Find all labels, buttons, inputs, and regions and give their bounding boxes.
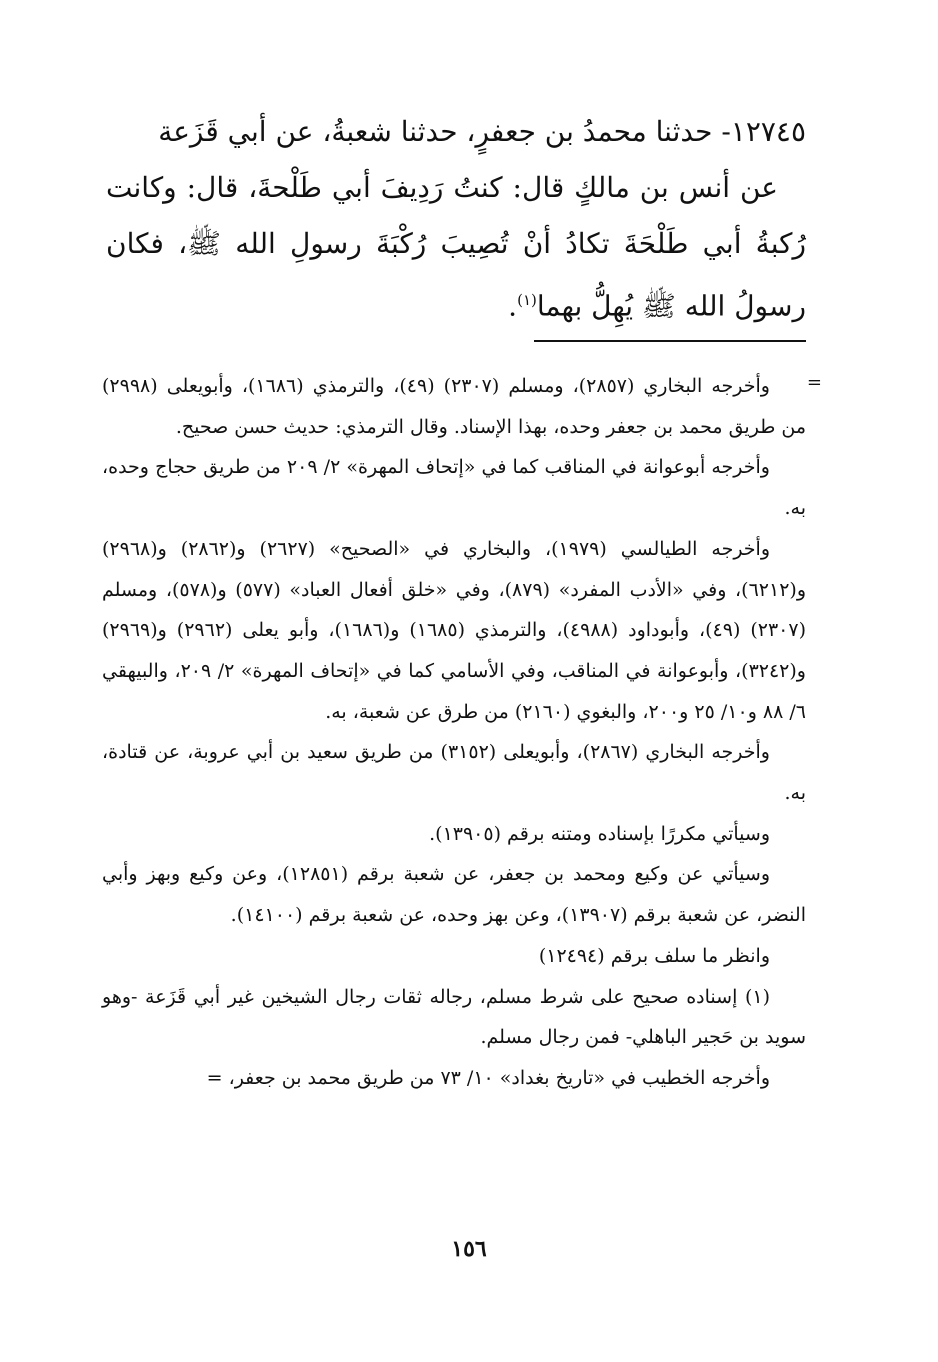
footnote-reference: (١) [517, 291, 537, 309]
footnote-paragraph-5: وسيأتي مكررًا بإسناده ومتنه برقم (١٣٩٠٥). [429, 822, 770, 845]
hadith-body [106, 160, 806, 334]
hadith-end-mark: . [508, 289, 518, 323]
footnote-paragraph-4: وأخرجه البخاري (٢٨٦٧)، وأبويعلى (٣١٥٢) من طريق سعيد بن أبي عروبة، عن قتادة، به. [102, 741, 806, 805]
hadith-text [106, 104, 806, 334]
hadith-body-text: عن أنس بن مالكٍ قال: كنتُ رَدِيفَ أبي طَلْحةَ، قال: وكانت رُكبةُ أبي طَلْحَةَ تكادُ أنْ تُصِيبَ رُكْبَةَ رسولِ الله ﷺ، فكان رسولُ الله ﷺ يُهِلُّ بهما [106, 171, 806, 323]
hadith-heading: ١٢٧٤٥- حدثنا محمدُ بن جعفرٍ، حدثنا شعبةُ، عن أبي قَزَعة [158, 115, 806, 148]
footnote-paragraph-9: وأخرجه الخطيب في «تاريخ بغداد» ١٠/ ٧٣ من طريق محمد بن جعفر، = [206, 1066, 770, 1089]
footnote-divider [534, 340, 806, 342]
footnote-paragraph-8: (١) إسناده صحيح على شرط مسلم، رجاله ثقات رجال الشيخين غير أبي قَزَعة -وهو سويد بن حَجير الباهلي- فمن رجال مسلم. [102, 985, 806, 1049]
footnote-paragraph-1: وأخرجه البخاري (٢٨٥٧)، ومسلم (٢٣٠٧) (٤٩)، والترمذي (١٦٨٦)، وأبويعلى (٢٩٩٨) من طريق محمد بن جعفر وحده، بهذا الإسناد. وقال الترمذي: حديث حسن صحيح. [102, 375, 806, 438]
continuation-marker: = [806, 372, 822, 393]
page-number: ١٥٦ [451, 1236, 487, 1262]
footnote-paragraph-2: وأخرجه أبوعوانة في المناقب كما في «إتحاف المهرة» ٢/ ٢٠٩ من طريق حجاج وحده، به. [102, 456, 806, 520]
footnote-paragraph-7: وانظر ما سلف برقم (١٢٤٩٤) [538, 944, 770, 967]
footnotes [102, 366, 806, 1099]
footnote-paragraph-6: وسيأتي عن وكيع ومحمد بن جعفر، عن شعبة برقم (١٢٨٥١)، وعن وكيع وبهز وأبي النضر، عن شعبة برقم (١٣٩٠٧)، وعن بهز وحده، عن شعبة برقم (١٤١٠٠). [102, 863, 806, 927]
footnote-paragraph-3: وأخرجه الطيالسي (١٩٧٩)، والبخاري في «الصحيح» (٢٦٢٧) و(٢٨٦٢) و(٢٩٦٨) و(٦٢١٢)، وفي «الأدب المفرد» (٨٧٩)، وفي «خلق أفعال العباد» (٥٧٧) و(٥٧٨)، ومسلم (٢٣٠٧) (٤٩)، وأبوداود (٤٩٨٨)، والترمذي (١٦٨٥) و(١٦٨٦)، وأبو يعلى (٢٩٦٢) و(٢٩٦٩) و(٣٢٤٢)، وأبوعوانة في المناقب، وفي الأسامي كما في «إتحاف المهرة» ٢/ ٢٠٩، والبيهقي ٦/ ٨٨ و١٠/ ٢٥ و٢٠٠، والبغوي (٢١٦٠) من طرق عن شعبة، به. [102, 537, 806, 723]
